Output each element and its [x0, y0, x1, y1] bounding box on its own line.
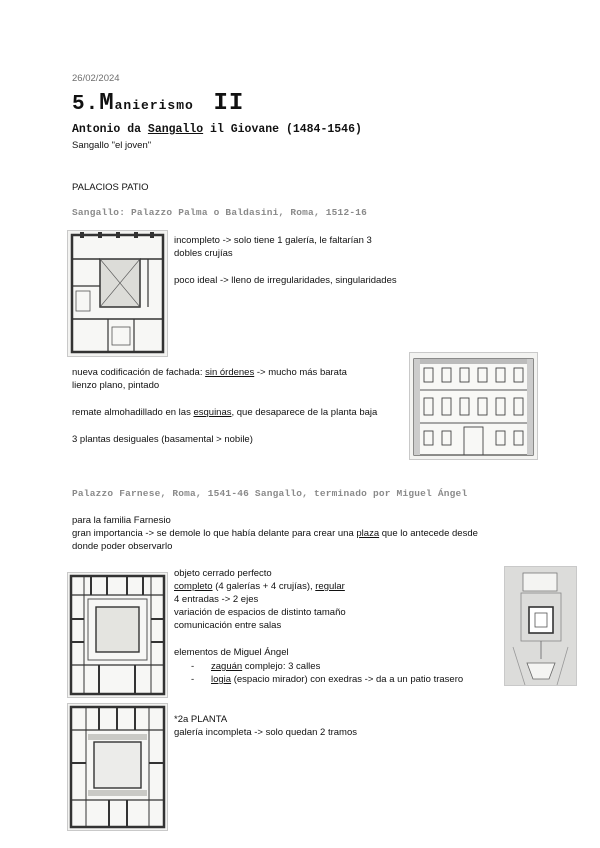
palma-note-3: poco ideal -> lleno de irregularidades, singularidades — [174, 275, 397, 286]
title-roman: II — [213, 90, 245, 117]
facade-line-3-after: , que desaparece de la planta baja — [231, 407, 378, 418]
subtitle-underlined: Sangallo — [147, 123, 204, 136]
farnese-feature-2-underlined-1: completo — [174, 581, 213, 592]
farnese-feature-3: 4 entradas -> 2 ejes — [174, 594, 259, 605]
facade-line-4: 3 plantas desiguales (basamental > nobile) — [72, 434, 253, 445]
facade-line-1-before: nueva codificación de fachada: — [72, 367, 206, 378]
nickname: Sangallo "el joven" — [72, 140, 152, 151]
farnese-plan-image — [67, 572, 168, 698]
farnese-feature-4: variación de espacios de distinto tamaño — [174, 607, 346, 618]
bullet-item-1 — [211, 660, 320, 673]
bullet-2-text: (espacio mirador) con exedras -> da a un patio trasero — [231, 674, 464, 685]
farnese-intro-2 — [72, 527, 478, 540]
title-number: 5. — [72, 93, 100, 116]
michelangelo-heading: elementos de Miguel Ángel — [174, 647, 289, 658]
palma-note-1: incompleto -> solo tiene 1 galería, le faltarían 3 — [174, 235, 372, 246]
site-plan-icon — [505, 567, 576, 685]
facade-line-3-before: remate almohadillado en las — [72, 407, 194, 418]
facade-line-3 — [72, 406, 377, 419]
bullet-dash-2: - — [191, 674, 195, 685]
farnese-intro-2-after: que lo antecede desde — [379, 528, 478, 539]
palma-note-2: dobles crujías — [174, 248, 233, 259]
farnese-intro-2-before: gran importancia -> se demole lo que había delante para crear una — [72, 528, 357, 539]
bullet-2-underlined: logia — [211, 674, 232, 685]
bullet-item-2 — [211, 673, 463, 686]
facade-line-1-underlined: sin órdenes — [205, 367, 255, 378]
farnese-feature-2-underlined-2: regular — [315, 581, 345, 592]
bullet-1-underlined: zaguán — [211, 661, 243, 672]
floor-plan-icon — [68, 573, 167, 697]
farnese-site-plan-image — [504, 566, 577, 686]
palma-heading: Sangallo: Palazzo Palma o Baldasini, Roma, 1512-16 — [72, 207, 368, 218]
title-rest: anierismo — [114, 98, 194, 113]
farnese-feature-1: objeto cerrado perfecto — [174, 568, 272, 579]
facade-line-3-underlined: esquinas — [193, 407, 232, 418]
facade-line-2: lienzo plano, pintado — [72, 380, 160, 391]
farnese-heading: Palazzo Farnese, Roma, 1541-46 Sangallo, terminado por Miguel Ángel — [72, 488, 468, 499]
date: 26/02/2024 — [72, 73, 120, 84]
bullet-1-text: complejo: 3 calles — [242, 661, 321, 672]
palma-plan-image — [67, 230, 168, 357]
farnese-second-floor-image — [67, 703, 168, 831]
section-heading: PALACIOS PATIO — [72, 182, 149, 193]
floor-plan-icon — [68, 231, 167, 356]
farnese-feature-2 — [174, 580, 345, 593]
farnese-intro-2-underlined: plaza — [356, 528, 380, 539]
farnese-feature-2-mid: (4 galerías + 4 crujías), — [212, 581, 316, 592]
subtitle-after: il Giovane (1484-1546) — [203, 123, 362, 136]
palma-facade-image — [409, 352, 538, 460]
second-floor-text: galería incompleta -> solo quedan 2 tramos — [174, 727, 357, 738]
farnese-intro-3: donde poder observarlo — [72, 541, 173, 552]
page-title — [72, 90, 244, 117]
second-floor-heading: *2a PLANTA — [174, 714, 228, 725]
facade-line-1-after: -> mucho más barata — [254, 367, 347, 378]
title-initial: M — [99, 90, 115, 117]
subtitle-before: Antonio da — [72, 123, 148, 136]
bullet-dash-1: - — [191, 661, 195, 672]
facade-icon — [410, 353, 537, 459]
farnese-intro-1: para la familia Farnesio — [72, 515, 171, 526]
facade-line-1 — [72, 366, 347, 379]
subtitle — [72, 123, 362, 136]
floor-plan-icon — [68, 704, 167, 830]
farnese-feature-5: comunicación entre salas — [174, 620, 282, 631]
